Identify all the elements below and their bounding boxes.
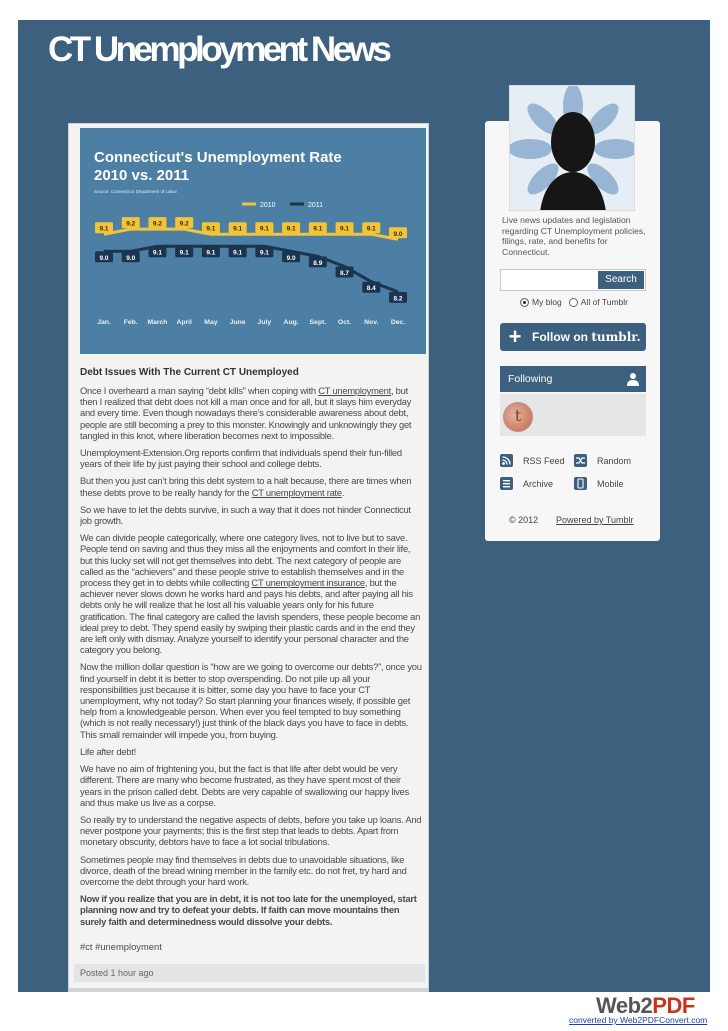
- data-label-2011: 8.2: [393, 295, 403, 303]
- follow-label: [532, 330, 641, 344]
- random-link[interactable]: [574, 454, 631, 467]
- data-label-2010: 9.1: [206, 225, 216, 233]
- post-paragraph: So we have to let the debts survive, in such a way that it does not hinder Connecticut job growth.: [80, 503, 411, 527]
- x-tick-label: Oct.: [337, 319, 352, 326]
- series-line-2011: [104, 246, 398, 292]
- x-tick-label: Aug.: [283, 319, 299, 326]
- search-button[interactable]: Search: [598, 271, 644, 289]
- radio-my-blog[interactable]: [520, 298, 529, 307]
- chart-svg: [80, 128, 426, 354]
- data-label-2011: 9.1: [152, 249, 162, 257]
- data-label-2011: 8.4: [366, 285, 376, 293]
- data-label-2011: 8.7: [340, 270, 350, 277]
- data-label-2010: 9.1: [340, 225, 350, 233]
- tumblr-wordmark: tumblr.: [591, 330, 641, 344]
- post-paragraph: Now the million dollar question is “how are we going to overcome our debts?”, once you find yourself in debt it is better to stop overspending. Do not pile up all your responsibilities just because it is bitter, some day you have to face your CT unemployment, why not today? So start planning your finances wisely, if possible get help from a knowledgeable person. When ever you feel tempted to buy something (which is not really necessary!) just think of the black days you have to face in debts. This small remainder will impede you, from buying.: [80, 661, 422, 740]
- blog-avatar[interactable]: [509, 85, 635, 211]
- web2pdf-logo-a: Web2: [596, 993, 653, 1018]
- post-text: Once I overheard a man saying “debt kills” when coping with: [80, 385, 319, 396]
- mobile-icon: [574, 477, 587, 490]
- post-timestamp[interactable]: Posted 1 hour ago: [74, 964, 425, 982]
- shuffle-icon: [574, 454, 587, 467]
- post-bottom-divider: [68, 988, 429, 992]
- archive-label: Archive: [523, 478, 554, 489]
- data-label-2011: 9.1: [259, 249, 269, 257]
- data-label-2010: 9.2: [179, 220, 189, 228]
- post-paragraph-bold: Now if you realize that you are in debt, it is not too late for the unemployed, start planning now and try to defeat your debts. If faith can move mountains then surely faith and determinedness would dissolve your debts.: [80, 893, 417, 927]
- mobile-label: Mobile: [597, 478, 624, 489]
- data-label-2010: 9.1: [233, 225, 243, 233]
- data-label-2011: 9.1: [206, 249, 216, 257]
- post-paragraph: Life after debt!: [80, 745, 136, 757]
- post-paragraph: We have no aim of frightening you, but the fact is that life after debt would be very different. There are many who become frustrated, as they have spent most of their years in the prison called debt. Debts are very capable of swallowing our happy lives and thus make us live as a corpse.: [80, 763, 409, 808]
- x-tick-label: Jan.: [97, 319, 111, 326]
- search-scope: [520, 297, 628, 307]
- plus-icon: +: [508, 324, 522, 349]
- ct-unemployment-insurance-link[interactable]: CT unemployment insurance: [251, 577, 365, 589]
- web2pdf-convert-link[interactable]: converted by Web2PDFConvert.com: [569, 1015, 708, 1025]
- followed-blog-avatar[interactable]: t: [503, 402, 533, 432]
- random-label: Random: [597, 455, 632, 466]
- avatar-silhouette-icon: [510, 86, 635, 211]
- x-tick-label: Feb.: [123, 319, 138, 326]
- ct-unemployment-rate-link[interactable]: CT unemployment rate: [251, 486, 342, 498]
- blog-description: Live news updates and legislation regarding CT Unemployment policies, filings, rate, and benefits for Connecticut.: [502, 215, 646, 257]
- follow-on-tumblr-button[interactable]: [500, 323, 646, 351]
- data-label-2010: 9.0: [393, 230, 403, 238]
- x-tick-label: Dec.: [390, 319, 406, 326]
- ct-unemployment-link[interactable]: CT unemployment: [318, 385, 391, 396]
- post-text: , but the achiever never slows down he works hard and pays his debts, and after paying all his debts only he will realize that he lost all his valuable years only for his future gratification. The final category are called the lavish spenders, these people become an ideal prey to debt. They spend easily by swiping their plastic cards and in the end they are left only with dismay. Analyze yourself to identify your personal character and the category you belong.: [80, 577, 421, 656]
- rss-icon: [500, 454, 513, 467]
- x-tick-label: March: [147, 319, 168, 326]
- post-paragraph: [80, 385, 422, 441]
- x-tick-label: Sept.: [309, 319, 327, 326]
- data-label-2010: 9.1: [366, 225, 376, 233]
- rss-feed-link[interactable]: [500, 454, 565, 467]
- chart-source: Source: Connecticut Department of Labor: [94, 189, 178, 194]
- chart-subtitle: 2010 vs. 2011: [94, 167, 190, 184]
- post-paragraph: Sometimes people may find themselves in debts due to unavoidable situations, like divorce, death of the bread wining member in the family etc. do not fret, try hard and overcome the debt through your hard work.: [80, 853, 407, 887]
- x-tick-label: Nov.: [364, 319, 379, 326]
- post-title[interactable]: Debt Issues With The Current CT Unemployed: [80, 367, 299, 378]
- post-text: .: [341, 486, 345, 498]
- x-tick-label: July: [257, 319, 272, 326]
- radio-my-blog-label: My blog: [532, 297, 562, 307]
- unemployment-chart: [80, 128, 426, 354]
- data-label-2010: 9.2: [126, 220, 136, 228]
- x-tick-label: April: [176, 319, 192, 326]
- data-label-2011: 8.9: [313, 259, 323, 267]
- radio-all-tumblr-label: All of Tumblr: [580, 297, 629, 307]
- post-tags[interactable]: #ct #unemployment: [80, 941, 162, 952]
- legend-label-2010: 2010: [260, 202, 276, 209]
- mobile-link[interactable]: [574, 477, 624, 490]
- x-tick-label: June: [229, 319, 246, 326]
- following-header: [500, 366, 646, 392]
- following-title: Following: [508, 373, 553, 385]
- data-label-2010: 9.1: [259, 225, 269, 233]
- data-label-2010: 9.1: [99, 225, 109, 233]
- chart-marks: [95, 217, 407, 326]
- data-label-2011: 9.0: [126, 254, 136, 262]
- person-icon: [626, 372, 640, 386]
- data-label-2010: 9.1: [286, 225, 296, 233]
- archive-icon: [500, 477, 513, 490]
- data-label-2010: 9.2: [152, 220, 162, 228]
- post-paragraph: [80, 532, 422, 655]
- post-text: We can divide people categorically, where one category lives, not to live but to save. People tend on saving and thus they miss all the enjoyments and comfort in their life, but this lucky set will not get themselves into debt. The next category of people are called as the “achievers” and these people strive to establish themselves and in the process they get in to debts while collecting: [80, 532, 411, 589]
- data-label-2011: 9.1: [233, 249, 243, 257]
- post-paragraph: Unemployment-Extension.Org reports confirm that individuals spend their fun-filled years of their life by just paying their school and college debts.: [80, 447, 402, 470]
- follow-text: Follow on: [532, 330, 588, 344]
- post-text: But then you just can’t bring this debt system to a halt because, there are times when these debts prove to be really handy for the: [80, 475, 412, 498]
- data-label-2010: 9.1: [313, 225, 323, 233]
- post-paragraph: [80, 475, 422, 497]
- data-label-2011: 9.0: [286, 254, 296, 262]
- post-paragraph: So really try to understand the negative aspects of debts, before you take up loans. And never postpone your payments; this is the first step that leads to debts. Apart from monetary obscurity, debtors have to face a lot social tribulations.: [80, 813, 422, 848]
- archive-link[interactable]: [500, 477, 553, 490]
- powered-by-tumblr-link[interactable]: Powered by Tumblr: [556, 515, 634, 525]
- site-title[interactable]: CT Unemployment News: [48, 30, 389, 69]
- chart-legend: [242, 202, 323, 209]
- radio-all-tumblr[interactable]: [569, 298, 578, 307]
- web2pdf-logo-b: PDF: [652, 993, 695, 1018]
- chart-title: Connecticut's Unemployment Rate: [94, 149, 342, 166]
- post-text: , but then I realized that debt does not kill a man once and for all, but it slays him everyday and every time. Even though nowadays there’s considerable awareness about debt, people are still becoming a prey to this monster. Knowingly and unknowingly they get tangled in this knot, where liberation becomes next to impossible.: [80, 385, 412, 441]
- legend-label-2011: 2011: [308, 202, 324, 209]
- copyright: © 2012: [509, 515, 539, 525]
- data-label-2011: 9.0: [99, 254, 109, 262]
- series-line-2010: [104, 229, 398, 239]
- x-tick-label: May: [204, 319, 218, 326]
- data-label-2011: 9.1: [179, 249, 189, 257]
- post-body: [80, 385, 422, 933]
- rss-feed-label: RSS Feed: [523, 455, 565, 466]
